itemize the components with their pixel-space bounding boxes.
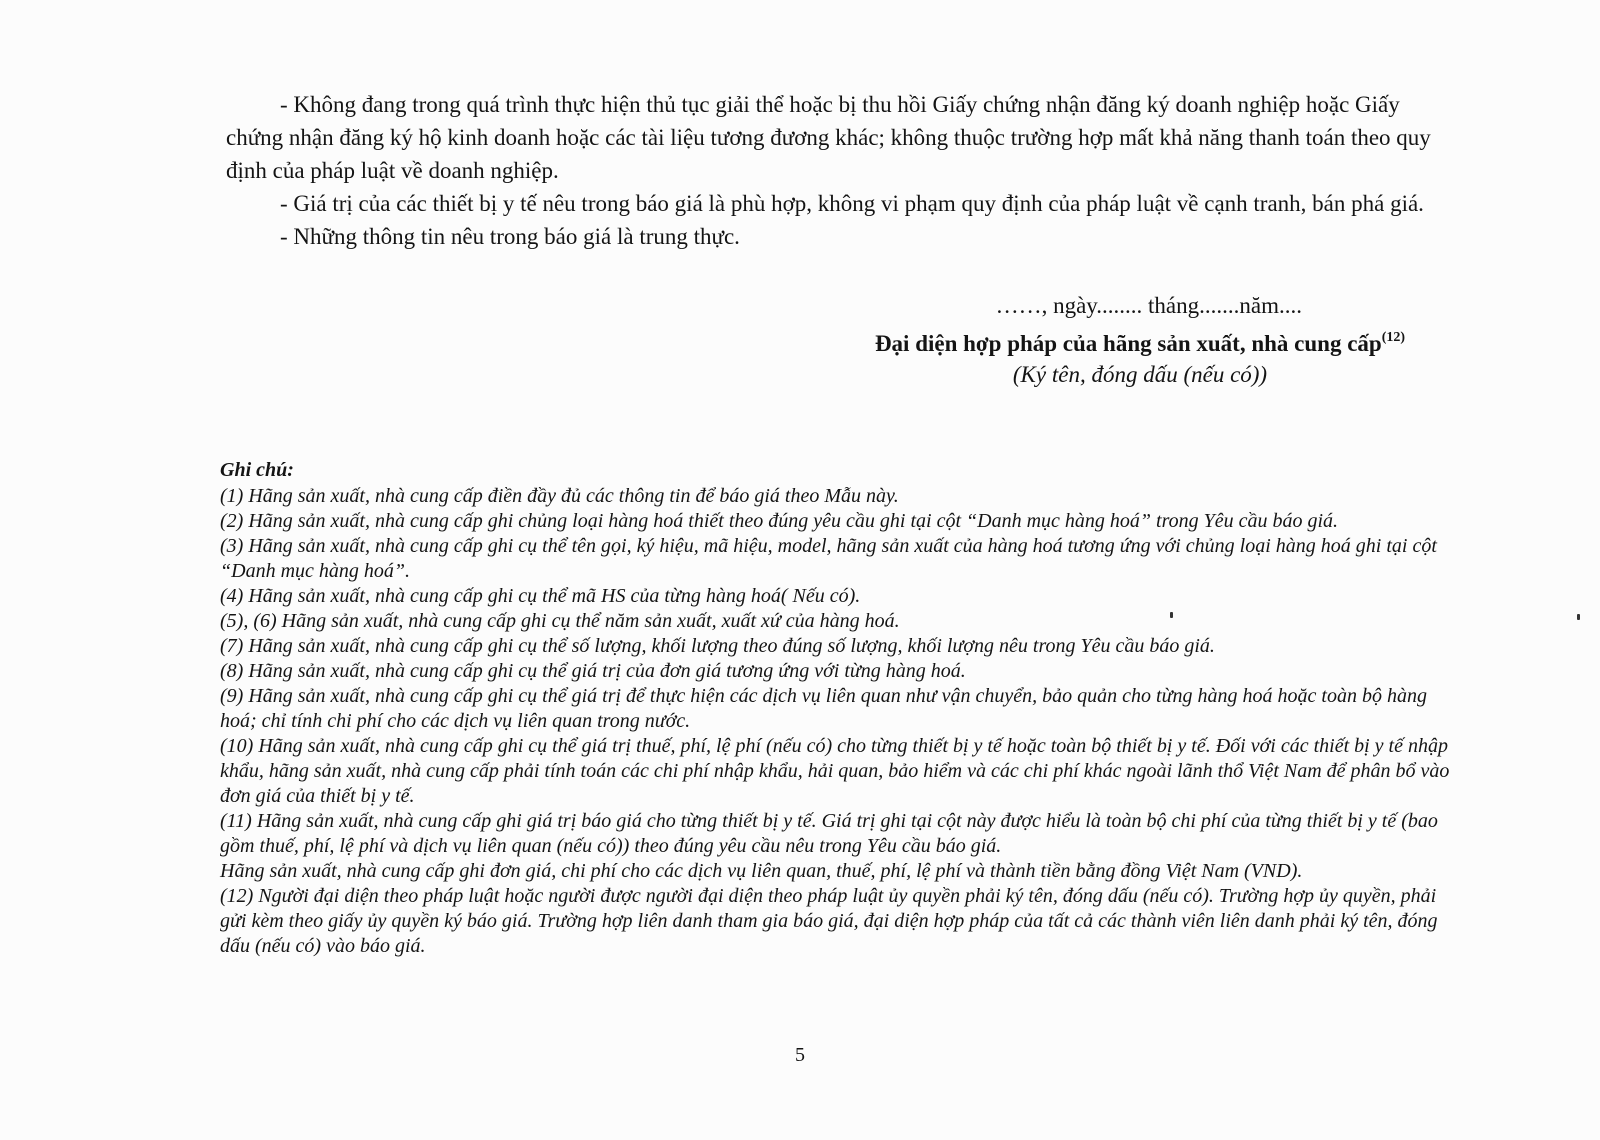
note-item: (8) Hãng sản xuất, nhà cung cấp ghi cụ thể giá trị của đơn giá tương ứng với từng hàng hoá.	[220, 660, 966, 682]
note-item: (5), (6) Hãng sản xuất, nhà cung cấp ghi cụ thể năm sản xuất, xuất xứ của hàng hoá.	[220, 610, 900, 632]
note-item: (10) Hãng sản xuất, nhà cung cấp ghi cụ thể giá trị thuế, phí, lệ phí (nếu có) cho từng thiết bị y tế hoặc toàn bộ thiết bị y tế. Đối với các thiết bị y tế nhập khẩu, hãng sản xuất, nhà cung cấp phải tính toán các chi phí nhập khẩu, hải quan, bảo hiểm và các chi phí khác ngoài lãnh thổ Việt Nam để phân bổ vào đơn giá của thiết bị y tế.	[220, 735, 1450, 807]
commitment-paragraph: - Không đang trong quá trình thực hiện thủ tục giải thể hoặc bị thu hồi Giấy chứng nhận đăng ký doanh nghiệp hoặc Giấy chứng nhận đăng ký hộ kinh doanh hoặc các tài liệu tương đương khác; không thuộc trường hợp mất khả năng thanh toán theo quy định của pháp luật về doanh nghiệp.	[226, 92, 1431, 183]
signature-date-line: ……, ngày........ tháng.......năm....	[995, 293, 1302, 318]
note-item: (11) Hãng sản xuất, nhà cung cấp ghi giá trị báo giá cho từng thiết bị y tế. Giá trị ghi tại cột này được hiểu là toàn bộ chi phí của từng thiết bị y tế (bao gồm thuế, phí, lệ phí và dịch vụ liên quan (nếu có)) theo đúng yêu cầu nêu trong Yêu cầu báo giá.	[220, 810, 1438, 857]
page-number: 5	[795, 1044, 805, 1066]
signature-instruction: (Ký tên, đóng dấu (nếu có))	[1012, 362, 1268, 387]
note-item: (3) Hãng sản xuất, nhà cung cấp ghi cụ thể tên gọi, ký hiệu, mã hiệu, model, hãng sản xuất của hàng hoá tương ứng với chủng loại hàng hoá ghi tại cột “Danh mục hàng hoá”.	[220, 535, 1437, 582]
signature-title	[840, 324, 1440, 358]
note-item: (7) Hãng sản xuất, nhà cung cấp ghi cụ thể số lượng, khối lượng theo đúng số lượng, khối lượng nêu trong Yêu cầu báo giá.	[220, 635, 1215, 657]
notes-section	[220, 458, 1450, 959]
note-item: (4) Hãng sản xuất, nhà cung cấp ghi cụ thể mã HS của từng hàng hoá( Nếu có).	[220, 585, 861, 607]
note-item: (9) Hãng sản xuất, nhà cung cấp ghi cụ thể giá trị để thực hiện các dịch vụ liên quan như vận chuyển, bảo quản cho từng hàng hoá hoặc toàn bộ hàng hoá; chỉ tính chi phí cho các dịch vụ liên quan trong nước.	[220, 685, 1427, 732]
commitment-paragraph: - Những thông tin nêu trong báo giá là trung thực.	[280, 224, 740, 249]
scan-speck	[1577, 614, 1580, 620]
commitment-section	[226, 88, 1436, 253]
note-item: (12) Người đại diện theo pháp luật hoặc người được người đại diện theo pháp luật ủy quyền phải ký tên, đóng dấu (nếu có). Trường hợp ủy quyền, phải gửi kèm theo giấy ủy quyền ký báo giá. Trường hợp liên danh tham gia báo giá, đại diện hợp pháp của tất cả các thành viên liên danh phải ký tên, đóng dấu (nếu có) vào báo giá.	[220, 885, 1438, 957]
note-item: (1) Hãng sản xuất, nhà cung cấp điền đầy đủ các thông tin để báo giá theo Mẫu này.	[220, 485, 899, 507]
commitment-paragraph: - Giá trị của các thiết bị y tế nêu trong báo giá là phù hợp, không vi phạm quy định của pháp luật về cạnh tranh, bán phá giá.	[280, 191, 1424, 216]
scan-speck	[1170, 612, 1173, 618]
signature-block	[840, 290, 1440, 392]
note-item: (2) Hãng sản xuất, nhà cung cấp ghi chủng loại hàng hoá thiết theo đúng yêu cầu ghi tại cột “Danh mục hàng hoá” trong Yêu cầu báo giá.	[220, 510, 1339, 532]
note-item: Hãng sản xuất, nhà cung cấp ghi đơn giá, chi phí cho các dịch vụ liên quan, thuế, phí, lệ phí và thành tiền bằng đồng Việt Nam (VND).	[220, 860, 1303, 882]
signature-title-footnote: (12)	[1381, 330, 1406, 345]
notes-heading: Ghi chú:	[220, 459, 294, 481]
signature-title-text: Đại diện hợp pháp của hãng sản xuất, nhà cung cấp	[874, 331, 1382, 356]
notes-list	[220, 484, 1450, 959]
